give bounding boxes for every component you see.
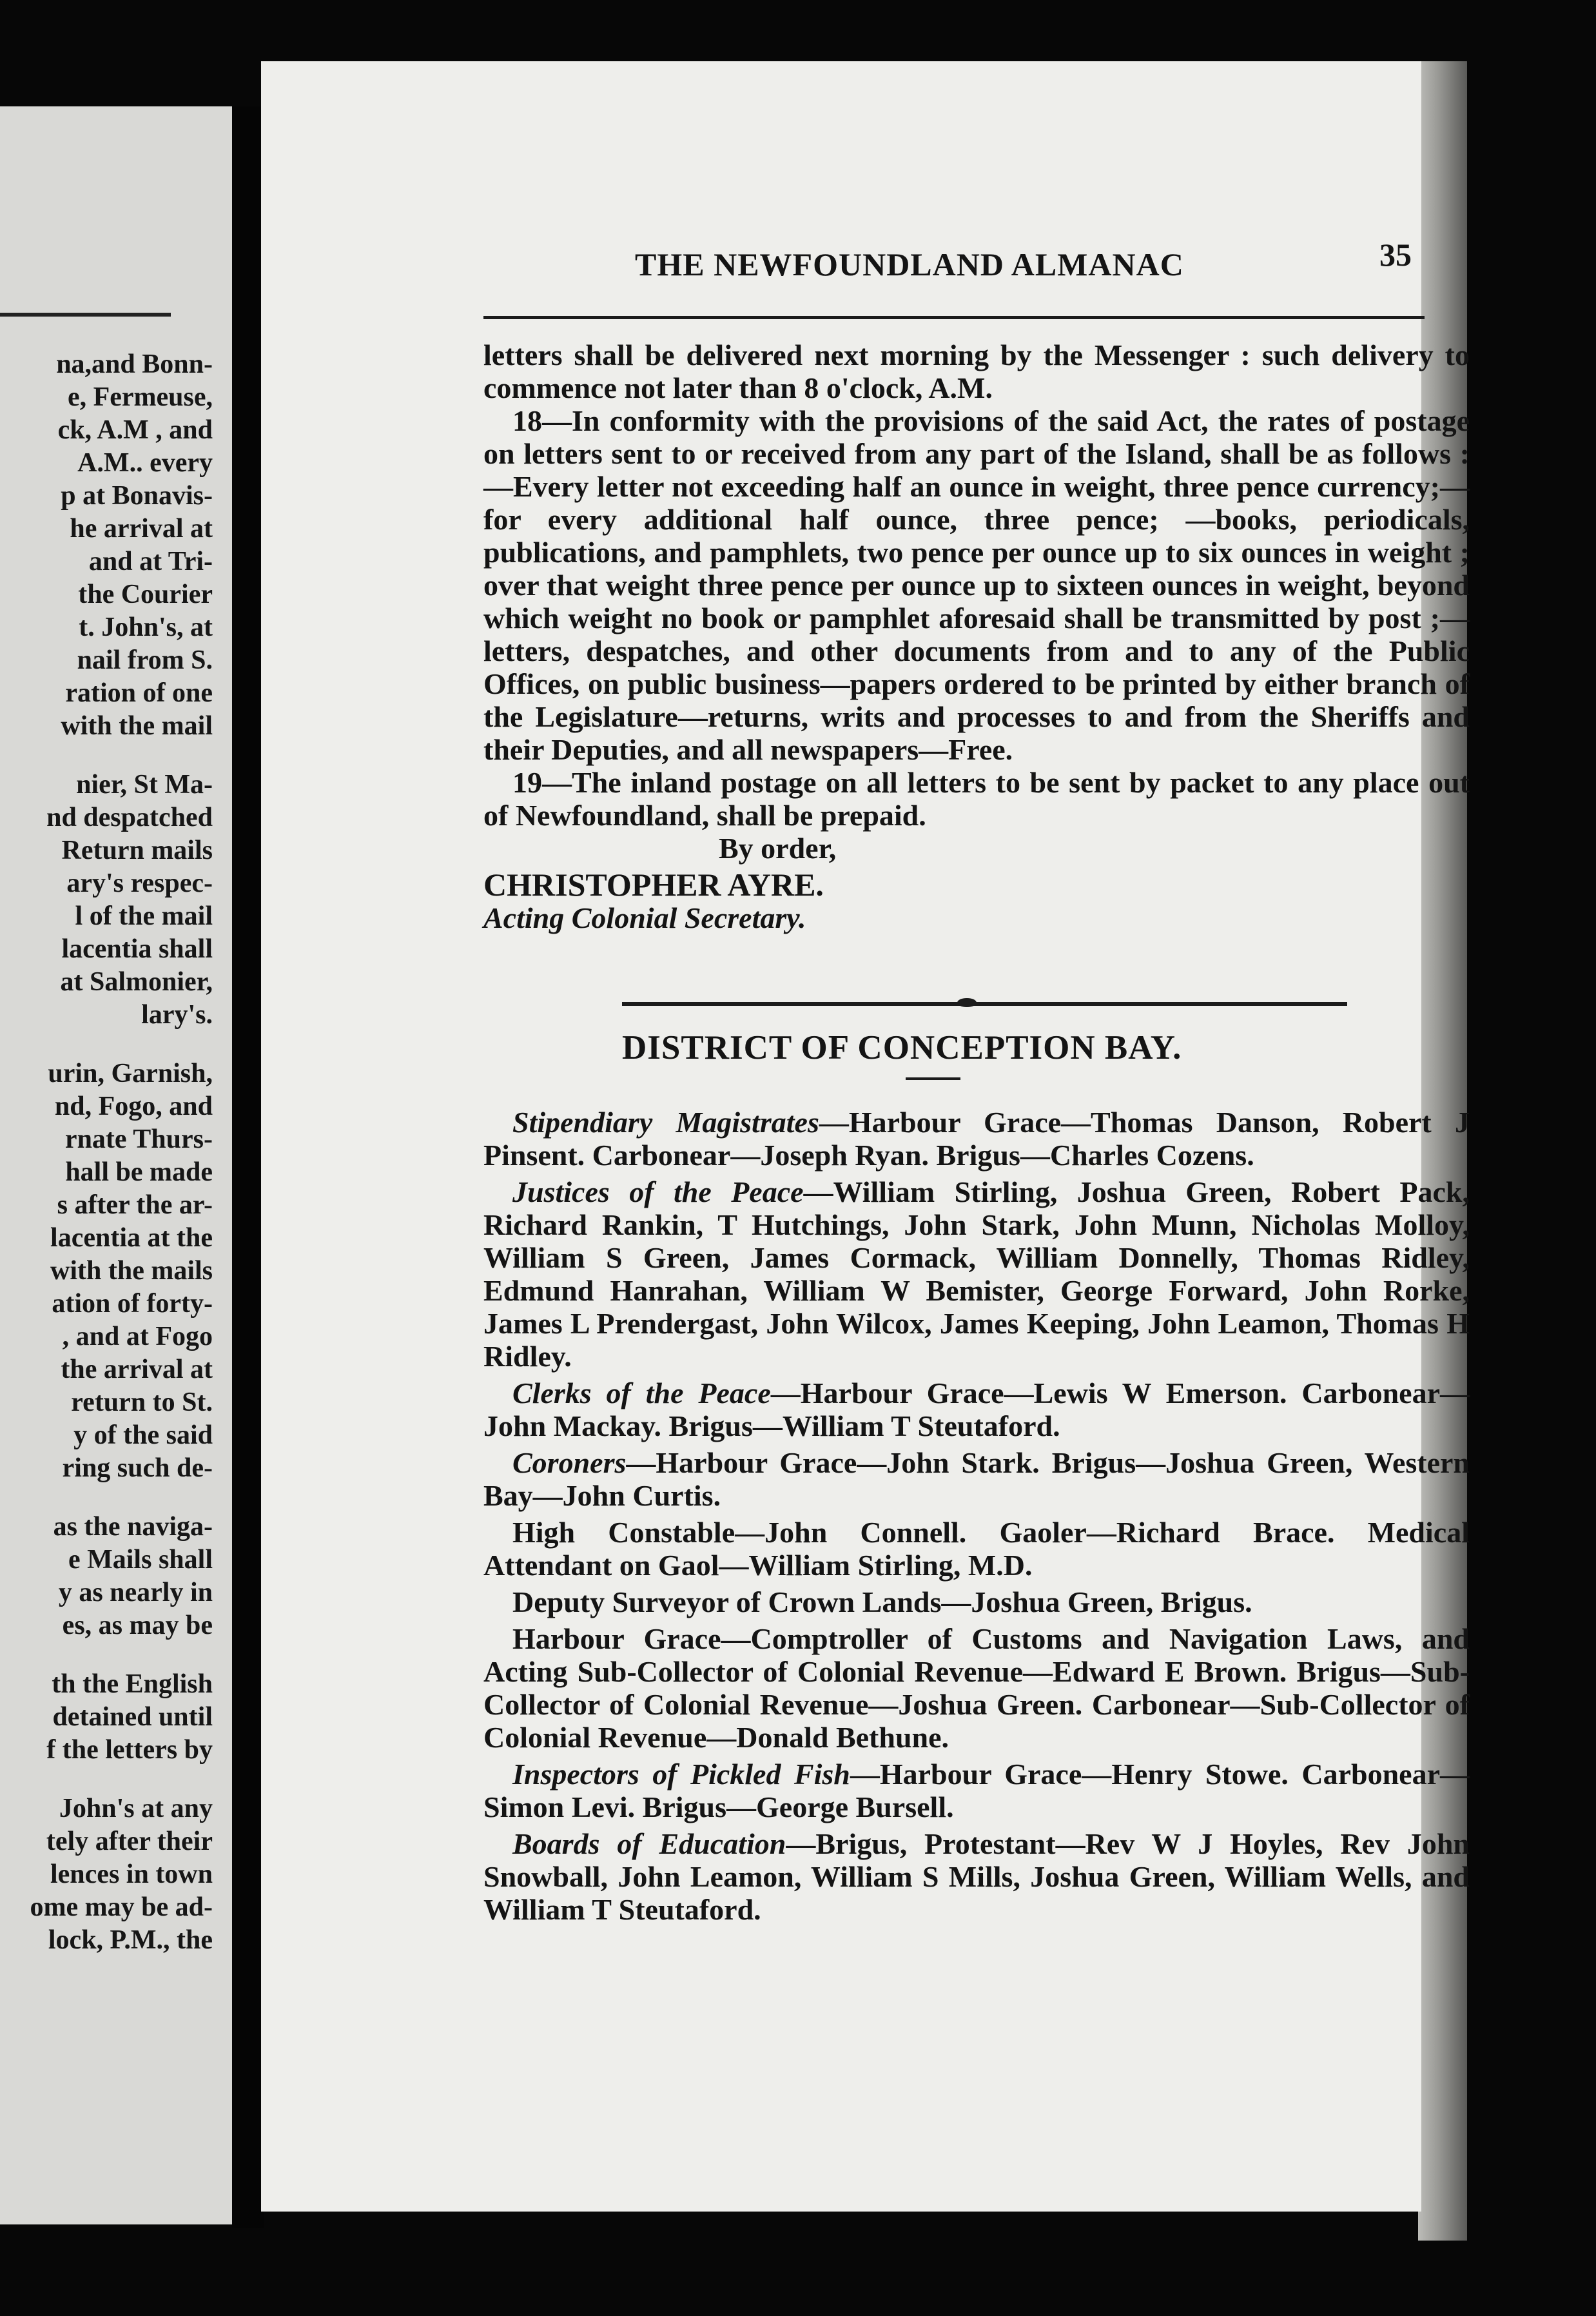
paragraph-19: 19—The inland postage on all letters to be sent by packet to any place out of Newfoundland, shall be prepaid.	[483, 766, 1470, 832]
book-gutter	[232, 106, 264, 2228]
left-page-line: return to St.	[71, 1388, 213, 1417]
left-page-line: nail from S.	[77, 645, 213, 675]
left-page-line: tely after their	[46, 1827, 213, 1856]
section-text: Deputy Surveyor of Crown Lands—Joshua Green, Brigus.	[512, 1585, 1252, 1618]
section-text: —Harbour Grace—Henry Stowe. Carbonear—Simon Levi. Brigus—George Bursell.	[483, 1758, 1470, 1823]
left-page-line: with the mails	[50, 1256, 213, 1286]
left-page-line: urin, Garnish,	[48, 1059, 213, 1088]
section-label: Boards of Education	[512, 1827, 786, 1860]
header-rule	[483, 316, 1425, 319]
left-page-line: y as nearly in	[58, 1578, 213, 1607]
left-page-line: and at Tri-	[88, 547, 213, 576]
district-section	[483, 1516, 1470, 1582]
left-page-line: Return mails	[61, 836, 213, 865]
left-page-line: na,and Bonn-	[56, 349, 213, 379]
left-page-line: lences in town	[50, 1860, 213, 1889]
left-page-line: nier, St Ma-	[76, 770, 213, 800]
section-label: Coroners	[512, 1446, 627, 1479]
section-label: Justices of the Peace	[512, 1175, 804, 1208]
district-section	[483, 1622, 1470, 1754]
left-page-line: A.M.. every	[77, 448, 213, 478]
section-text: —William Stirling, Joshua Green, Robert Pack, Richard Rankin, T Hutchings, John Stark, John Munn, Nicholas Molloy, William S Green, James Cormack, William Donnelly, Thomas Ridley, Edmund Hanrahan, William W Bemister, George Forward, John Rorke, James L Prendergast, John Wilcox, James Keeping, John Leamon, Thomas H Ridley.	[483, 1175, 1470, 1373]
by-order: By order,	[719, 832, 837, 865]
left-page-line: the arrival at	[61, 1355, 213, 1384]
left-page-line	[0, 1642, 213, 1668]
signature: CHRISTOPHER AYRE.	[483, 867, 824, 903]
left-page-line: nd, Fogo, and	[54, 1092, 213, 1121]
section-text: Harbour Grace—Comptroller of Customs and Navigation Laws, and Acting Sub-Collector of Colonial Revenue—Edward E Brown. Brigus—Sub-Collector of Colonial Revenue—Joshua Green. Carbonear—Sub-Collector of Colonial Revenue—Donald Bethune.	[483, 1622, 1470, 1754]
left-page-column	[0, 348, 213, 1957]
heading-rule	[906, 1077, 960, 1080]
section-text: —Harbour Grace—Lewis W Emerson. Carbonear—John Mackay. Brigus—William T Steutaford.	[483, 1377, 1470, 1442]
left-page-line: ation of forty-	[52, 1289, 213, 1319]
district-section	[483, 1377, 1470, 1442]
left-page-line: hall be made	[65, 1157, 213, 1187]
left-page-line: s after the ar-	[57, 1190, 213, 1220]
left-page-line: ration of one	[65, 678, 213, 708]
left-page-line: , and at Fogo	[62, 1322, 213, 1351]
district-section	[483, 1446, 1470, 1512]
section-text: —Brigus, Protestant—Rev W J Hoyles, Rev John Snowball, John Leamon, William S Mills, Joshua Green, William Wells, and William T Steutaford.	[483, 1827, 1470, 1926]
running-header	[483, 190, 1470, 282]
district-section	[483, 1106, 1470, 1172]
paragraph-continuation: letters shall be delivered next morning by the Messenger : such delivery to commence not later than 8 o'clock, A.M.	[483, 339, 1470, 404]
page-text	[483, 190, 1470, 1926]
signature-title: Acting Colonial Secretary.	[483, 901, 806, 934]
section-text: —Harbour Grace—John Stark. Brigus—Joshua Green, Western Bay—John Curtis.	[483, 1446, 1470, 1512]
left-page-rule	[0, 313, 171, 317]
district-section	[483, 1758, 1470, 1823]
left-page-line	[0, 1767, 213, 1792]
left-page-line: e, Fermeuse,	[67, 382, 213, 412]
divider-ornament	[957, 998, 977, 1007]
left-page-line: l of the mail	[75, 901, 213, 931]
left-page-line: rnate Thurs-	[64, 1124, 213, 1154]
left-page-line: lary's.	[141, 1000, 213, 1030]
section-label: Clerks of the Peace	[512, 1377, 771, 1409]
left-page-line: as the naviga-	[53, 1512, 213, 1542]
left-page-line	[0, 743, 213, 769]
section-text: High Constable—John Connell. Gaoler—Richard Brace. Medical Attendant on Gaol—William Stirling, M.D.	[483, 1516, 1470, 1582]
left-page-line: t. John's, at	[79, 613, 213, 642]
left-page-line: the Courier	[78, 580, 213, 609]
left-page-line: y of the said	[73, 1420, 213, 1450]
left-page-line: es, as may be	[62, 1611, 213, 1640]
left-page-line: nd despatched	[46, 803, 213, 832]
left-page-line: at Salmonier,	[60, 967, 213, 997]
page-number: 35	[1379, 237, 1412, 273]
left-page-line: ring such de-	[62, 1453, 213, 1483]
section-label: Stipendiary Magistrates	[512, 1106, 819, 1139]
left-page-line: ary's respec-	[66, 868, 213, 898]
left-page	[0, 106, 232, 2224]
left-page-line: f the letters by	[46, 1735, 213, 1765]
left-page-line: ck, A.M , and	[57, 415, 213, 445]
district-heading: DISTRICT OF CONCEPTION BAY.	[622, 1029, 1182, 1066]
left-page-line: John's at any	[59, 1794, 213, 1823]
right-page	[261, 61, 1470, 2212]
left-page-line: ome may be ad-	[30, 1892, 213, 1922]
left-page-line: lock, P.M., the	[48, 1925, 213, 1955]
left-page-line: with the mail	[61, 711, 213, 741]
left-page-line: lacentia at the	[50, 1223, 213, 1253]
section-divider	[622, 1002, 1347, 1006]
district-sections	[483, 1106, 1470, 1926]
left-page-line: th the English	[52, 1669, 213, 1699]
district-section	[483, 1175, 1470, 1373]
left-page-line	[0, 1032, 213, 1057]
section-text: —Harbour Grace—Thomas Danson, Robert J Pinsent. Carbonear—Joseph Ryan. Brigus—Charles Cozens.	[483, 1106, 1470, 1172]
header-title: THE NEWFOUNDLAND ALMANAC	[635, 246, 1184, 282]
section-label: Inspectors of Pickled Fish	[512, 1758, 850, 1791]
district-section	[483, 1585, 1470, 1618]
district-section	[483, 1827, 1470, 1926]
left-page-line: he arrival at	[70, 514, 213, 544]
left-page-line: lacentia shall	[61, 934, 213, 964]
left-page-line	[0, 1485, 213, 1511]
paragraph-18: 18—In conformity with the provisions of the said Act, the rates of postage on letters sent to or received from any part of the Island, shall be as follows :—Every letter not exceeding half an ounce in weight, three pence currency;—for every additional half ounce, three pence; —books, periodicals, publications, and pamphlets, two pence per ounce up to six ounces in weight ; over that weight three pence per ounce up to sixteen ounces in weight, beyond which weight no book or pamphlet aforesaid shall be transmitted by post ;—letters, despatches, and other documents from and to any of the Public Offices, on public business—papers ordered to be printed by either branch of the Legislature—returns, writs and processes to and from the Sheriffs and their Deputies, and all newspapers—Free.	[483, 404, 1470, 766]
left-page-line: p at Bonavis-	[61, 481, 213, 511]
left-page-line: detained until	[52, 1702, 213, 1732]
left-page-line: e Mails shall	[68, 1545, 213, 1575]
